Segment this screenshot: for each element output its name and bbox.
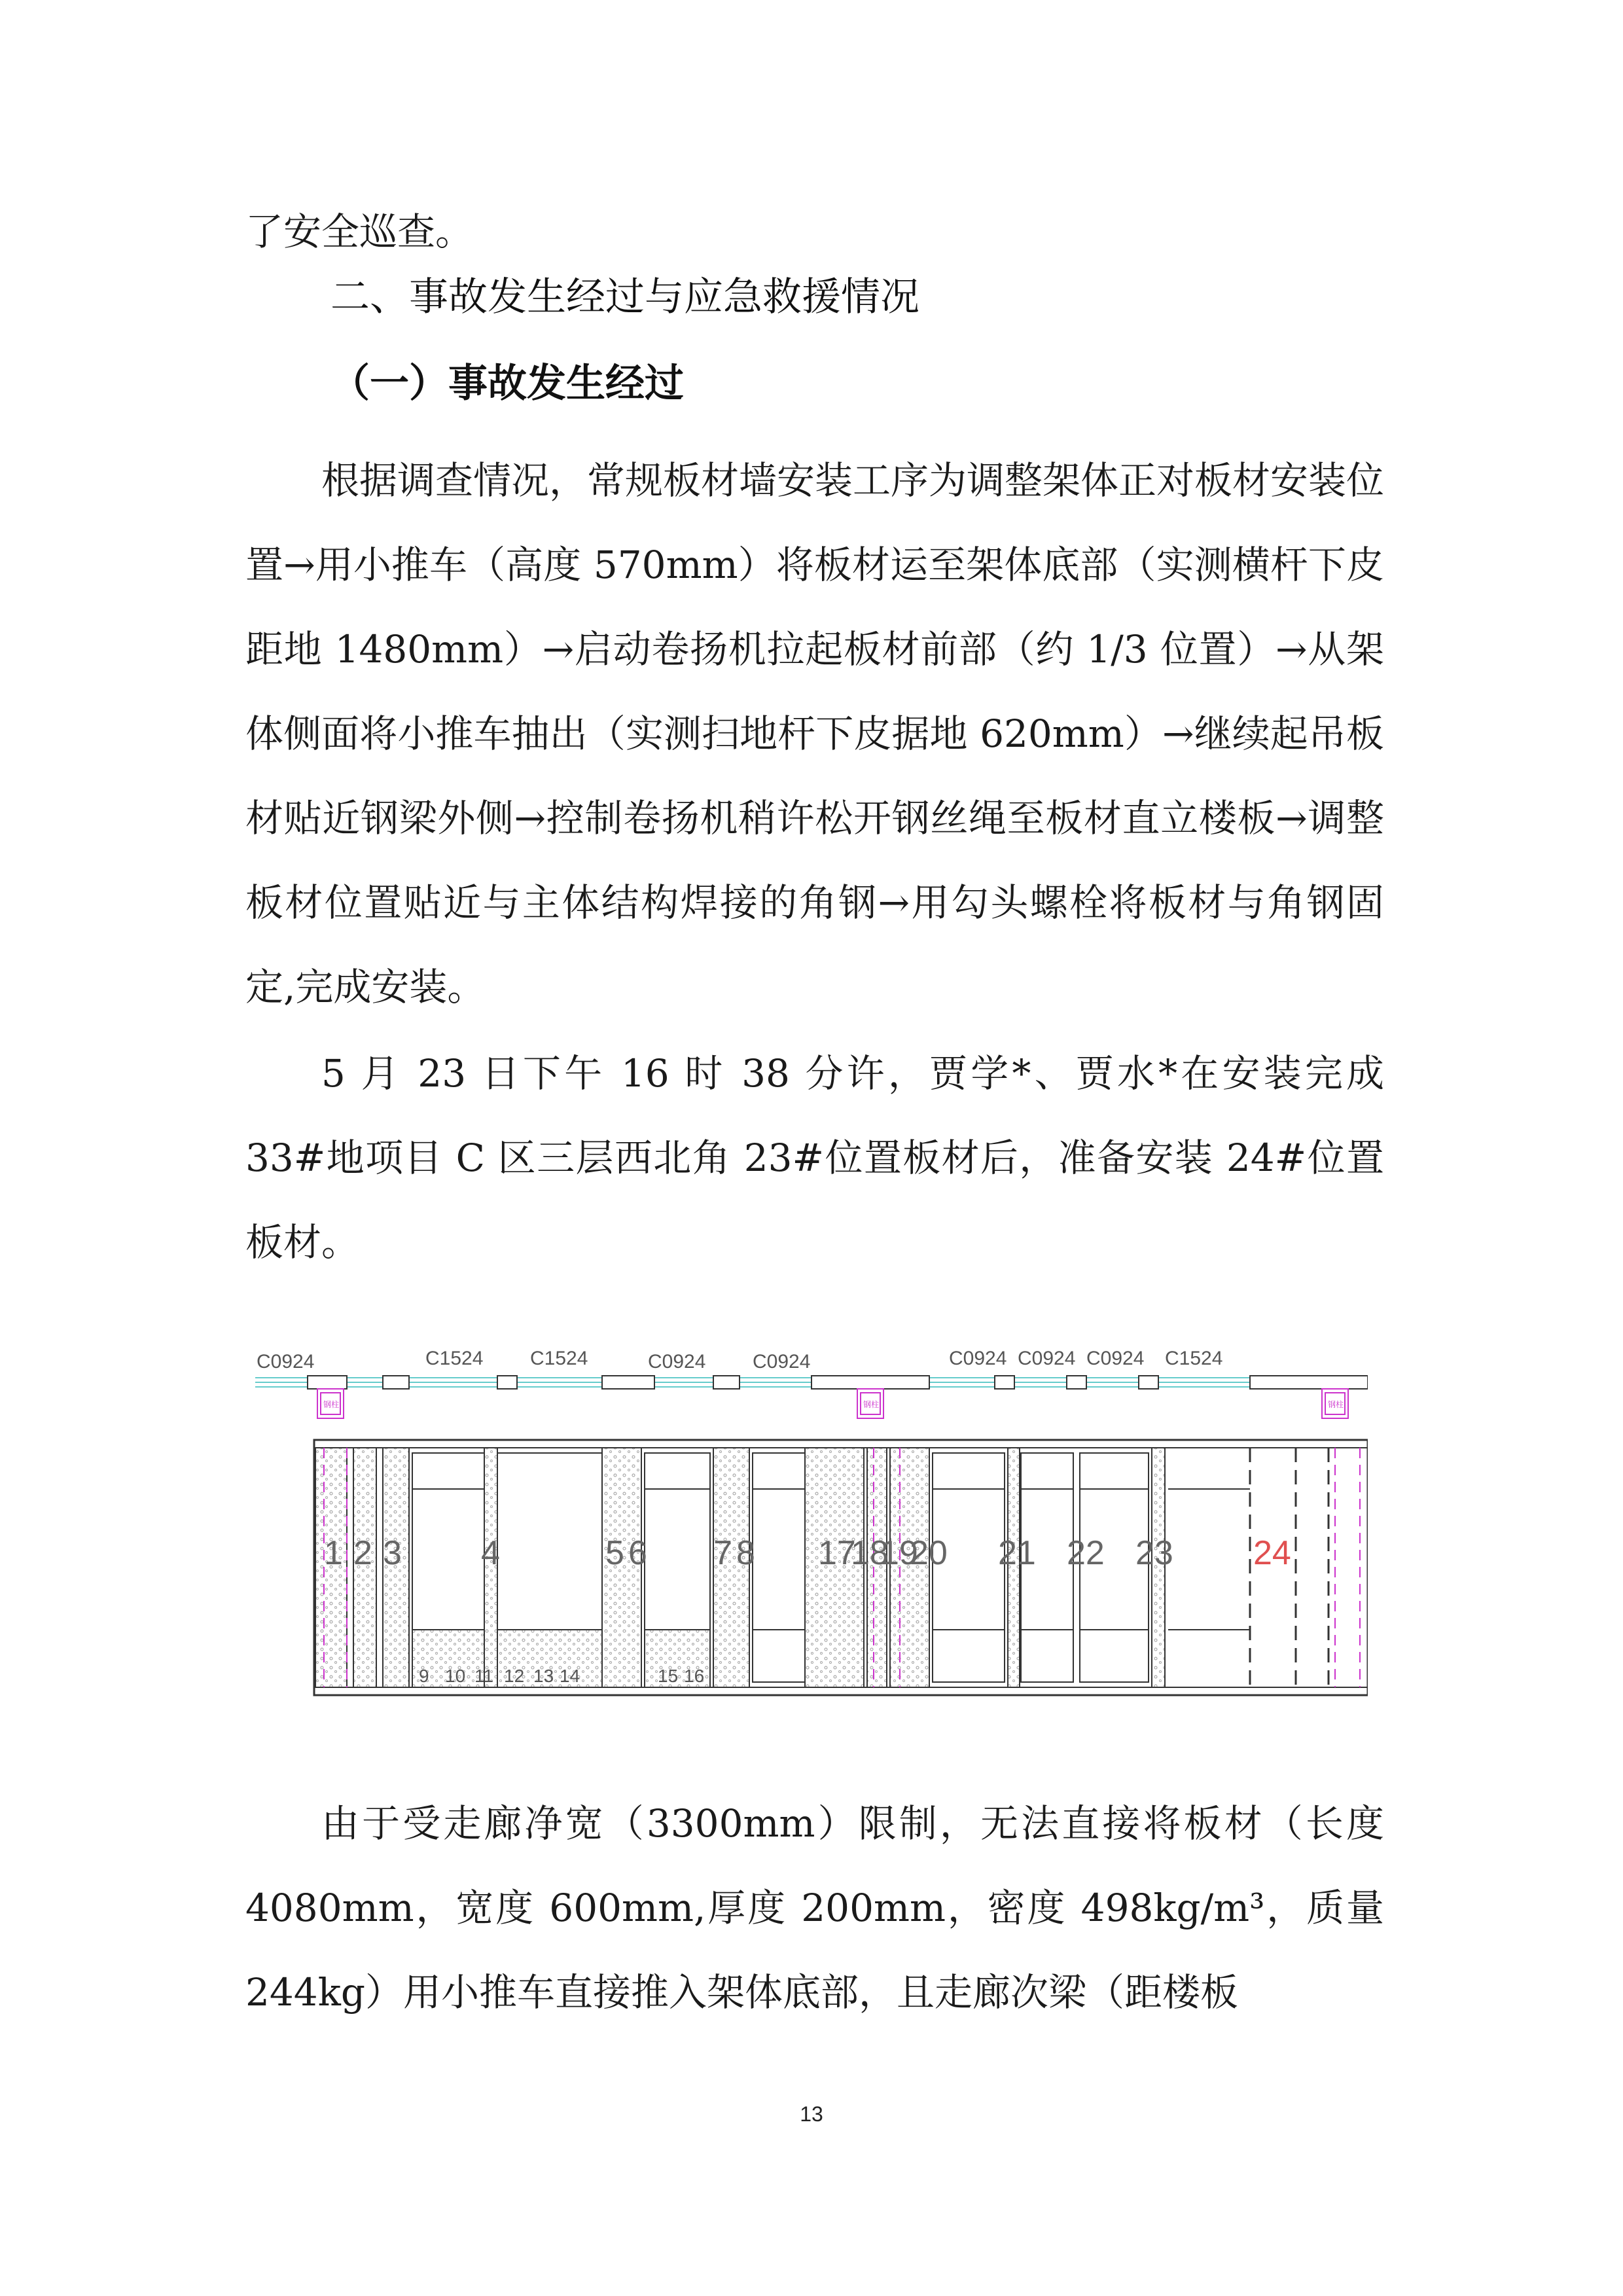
section-heading: 二、事故发生经过与应急救援情况 xyxy=(330,274,919,320)
window-label: C0924 xyxy=(1018,1348,1076,1369)
window-label: C0924 xyxy=(753,1351,811,1372)
panel-number-highlight: 24 xyxy=(1253,1534,1291,1572)
page-number: 13 xyxy=(800,2102,823,2126)
panel-number: 23 xyxy=(1135,1534,1173,1572)
panel-number: 8 xyxy=(736,1534,755,1572)
window-label: C0924 xyxy=(949,1348,1007,1369)
window-label: C0924 xyxy=(648,1351,706,1372)
lower-panel-number: 11 xyxy=(474,1666,494,1686)
steel-column-label: 钢柱 xyxy=(863,1400,880,1409)
window-label: C0924 xyxy=(257,1351,315,1372)
window-strip xyxy=(255,1376,1368,1389)
panel-number: 2 xyxy=(353,1534,372,1572)
lower-panel-number: 16 xyxy=(684,1666,705,1686)
window-label: C0924 xyxy=(1086,1348,1145,1369)
panel-number: 6 xyxy=(628,1534,647,1572)
steel-column-label: 钢柱 xyxy=(323,1400,340,1409)
lower-panel-number: 12 xyxy=(504,1666,525,1686)
paragraph-continued: 了安全巡查。 xyxy=(245,209,474,254)
panel-number: 4 xyxy=(481,1534,500,1572)
wall-panel-diagram xyxy=(255,1335,1368,1721)
panel-number: 18 xyxy=(851,1534,889,1572)
window-label: C1524 xyxy=(425,1348,484,1369)
paragraph-constraint: 由于受走廊净宽（3300mm）限制，无法直接将板材（长度 4080mm，宽度 600mm,厚度 200mm，密度 498kg/m³，质量 244kg）用小推车直接推入架体底部，且走廊次梁（距楼板 xyxy=(245,1801,1384,2015)
paragraph-event: 5 月 23 日下午 16 时 38 分许，贾学*、贾水*在安装完成 33#地项目 C 区三层西北角 23#位置板材后，准备安装 24#位置板材。 xyxy=(245,1051,1384,1265)
window-label: C1524 xyxy=(530,1348,588,1369)
subsection-heading: （一）事故发生经过 xyxy=(330,361,684,406)
panel-number: 17 xyxy=(818,1534,856,1572)
lower-panel-number: 10 xyxy=(445,1666,466,1686)
lower-panel-number: 9 xyxy=(419,1666,429,1686)
panel-number: 19 xyxy=(880,1534,918,1572)
panel-number: 1 xyxy=(324,1534,343,1572)
lower-panel-number: 15 xyxy=(658,1666,679,1686)
lower-panel-number: 13 xyxy=(533,1666,554,1686)
steel-column-label: 钢柱 xyxy=(1328,1400,1344,1409)
panel-number: 20 xyxy=(910,1534,948,1572)
lower-panel-number: 14 xyxy=(560,1666,580,1686)
panel-number: 3 xyxy=(383,1534,402,1572)
panel-number: 5 xyxy=(605,1534,624,1572)
panel-number: 7 xyxy=(713,1534,732,1572)
panel-number: 21 xyxy=(998,1534,1036,1572)
paragraph-process: 根据调查情况，常规板材墙安装工序为调整架体正对板材安装位置→用小推车（高度 570mm）将板材运至架体底部（实测横杆下皮距地 1480mm）→启动卷扬机拉起板材前部（约 1/3 位置）→从架体侧面将小推车抽出（实测扫地杆下皮据地 620mm）→继续起吊板材贴近钢梁外侧→控制卷扬机稍许松开钢丝绳至板材直立楼板→调整板材位置贴近与主体结构焊接的角钢→用勾头螺栓将板材与角钢固定,完成安装。 xyxy=(245,458,1385,1009)
panel-number: 22 xyxy=(1067,1534,1105,1572)
window-label: C1524 xyxy=(1165,1348,1223,1369)
